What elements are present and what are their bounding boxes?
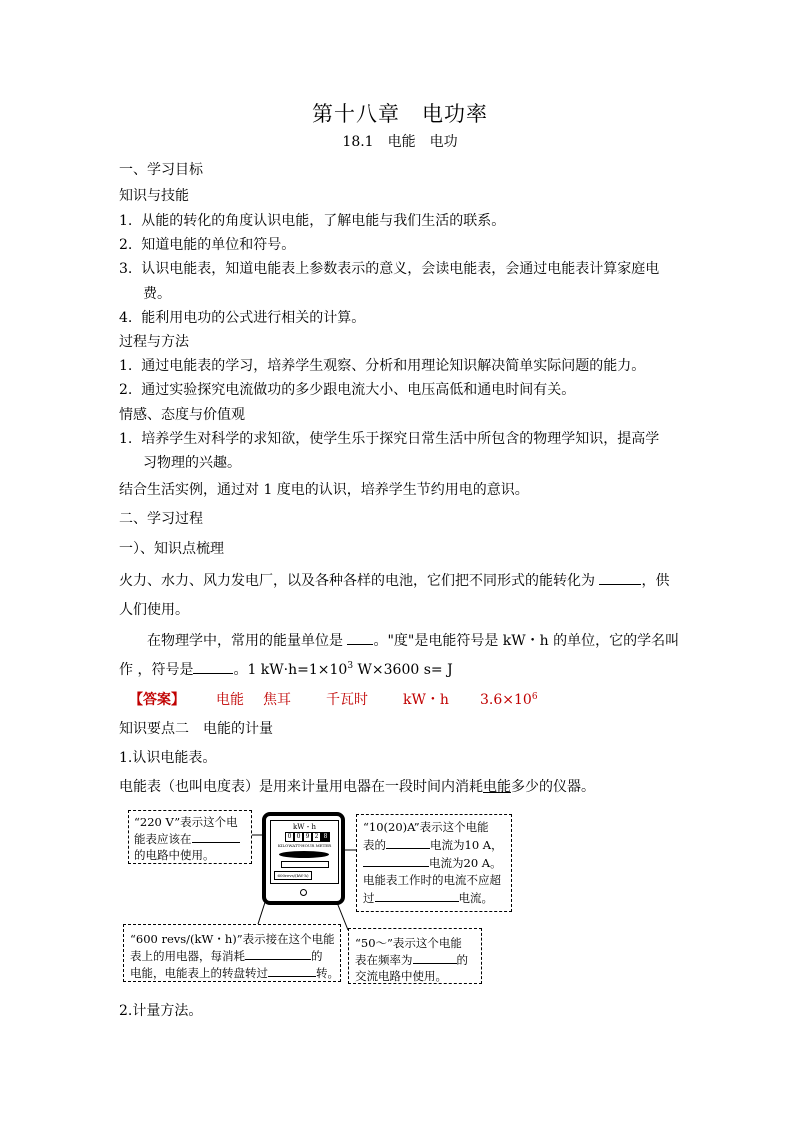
answer-item: 焦耳 [263,692,291,708]
meter-unit: kW・h [293,823,316,831]
list-item: 2. 知道电能的单位和符号。 [119,237,296,253]
annotation-600-revs: “600 revs/(kW・h)”表示接在这个电能 表上的用电器，每消耗 的 电能，电能表上的转盘转过 转。 [123,924,341,982]
answer-item: kW・h [403,692,449,708]
answer-item: $3.6\times 10^6$ [480,692,538,708]
fill-blank [268,964,316,977]
meter-model: KILOWATT-HOUR METER [277,843,332,848]
list-item: 1. 通过电能表的学习，培养学生观察、分析和用理论知识解决简单实际问题的能力。 [119,358,646,374]
fill-blank [375,889,459,902]
paragraph-energy-unit: 在物理学中，常用的能量单位是 。"度"是电能符号是 kW・h 的单位，它的学名叫 [147,630,679,651]
answer-item: 千瓦时 [326,692,368,708]
answer-label: 【答案】 [129,692,185,708]
answer-item: 电能 [216,692,244,708]
section-heading-process: 二、学习过程 [119,511,203,527]
fill-blank [363,854,429,867]
section-heading-objectives: 一、学习目标 [119,162,203,178]
item-recognize-meter: 1.认识电能表。 [119,750,217,766]
list-item-continuation: 习物理的兴趣。 [143,455,241,471]
list-item: 3. 认识电能表，知道电能表上参数表示的意义，会读电能表，会通过电能表计算家庭电 [119,261,660,277]
fill-blank [413,951,457,964]
paragraph-meter-definition: 电能表（也叫电度表）是用来计量用电器在一段时间内消耗电能多少的仪器。 [119,779,595,795]
section-subtitle: 18.1 电能 电功 [342,134,458,150]
emotion-heading: 情感、态度与价值观 [119,407,245,423]
annotation-220v: “220 V”表示这个电 能表应该在 的电路中使用。 [128,810,252,864]
knowledge-heading: 知识与技能 [119,188,189,204]
meter-disk [279,851,329,858]
process-heading: 过程与方法 [119,334,189,350]
list-item-continuation: 费。 [143,286,171,302]
fill-blank [386,836,430,849]
meter-terminal-screw [300,889,307,896]
meter-window [270,820,339,884]
annotation-10-20a: “10(20)A”表示这个电能 表的 电流为10 A， 电流为20 A。 电能表工作时的电流不应超 过 电流。 [356,814,512,912]
electric-meter [262,812,345,905]
paragraph-energy-conversion: 火力、水力、风力发电厂，以及各种各样的电池，它们把不同形式的能转化为 ，供 [119,570,669,591]
list-item: 4. 能利用电功的公式进行相关的计算。 [119,310,366,326]
meter-scale [281,861,329,868]
annotation-50hz: “50～”表示这个电能 表在频率为 的 交流电路中使用。 [348,928,482,984]
knowledge-point-two: 知识要点二 电能的计量 [119,721,273,737]
fill-blank [192,830,240,843]
paragraph-continuation: 人们使用。 [119,602,189,618]
fill-blank [245,947,311,960]
paragraph-unit-symbol: 作 ，符号是 。1 $kW\cdot h=1\times 10^3$ W×3600 s= J [119,661,453,678]
list-item: 2. 通过实验探究电流做功的多少跟电流大小、电压高低和通电时间有关。 [119,382,576,398]
emotion-extra: 结合生活实例，通过对 1 度电的认识，培养学生节约用电的意识。 [119,482,529,498]
subheading-knowledge-points: 一）、知识点梳理 [119,541,224,557]
meter-digits: 0 0 9 2 8 [285,832,330,842]
page-title: 第十八章 电功率 [312,102,488,126]
item-measurement-method: 2.计量方法。 [119,1003,203,1019]
meter-nameplate: 600revs/(kW·h) [274,871,312,880]
list-item: 1. 从能的转化的角度认识电能，了解电能与我们生活的联系。 [119,213,506,229]
list-item: 1. 培养学生对科学的求知欲，使学生乐于探究日常生活中所包含的物理学知识，提高学 [119,431,660,447]
